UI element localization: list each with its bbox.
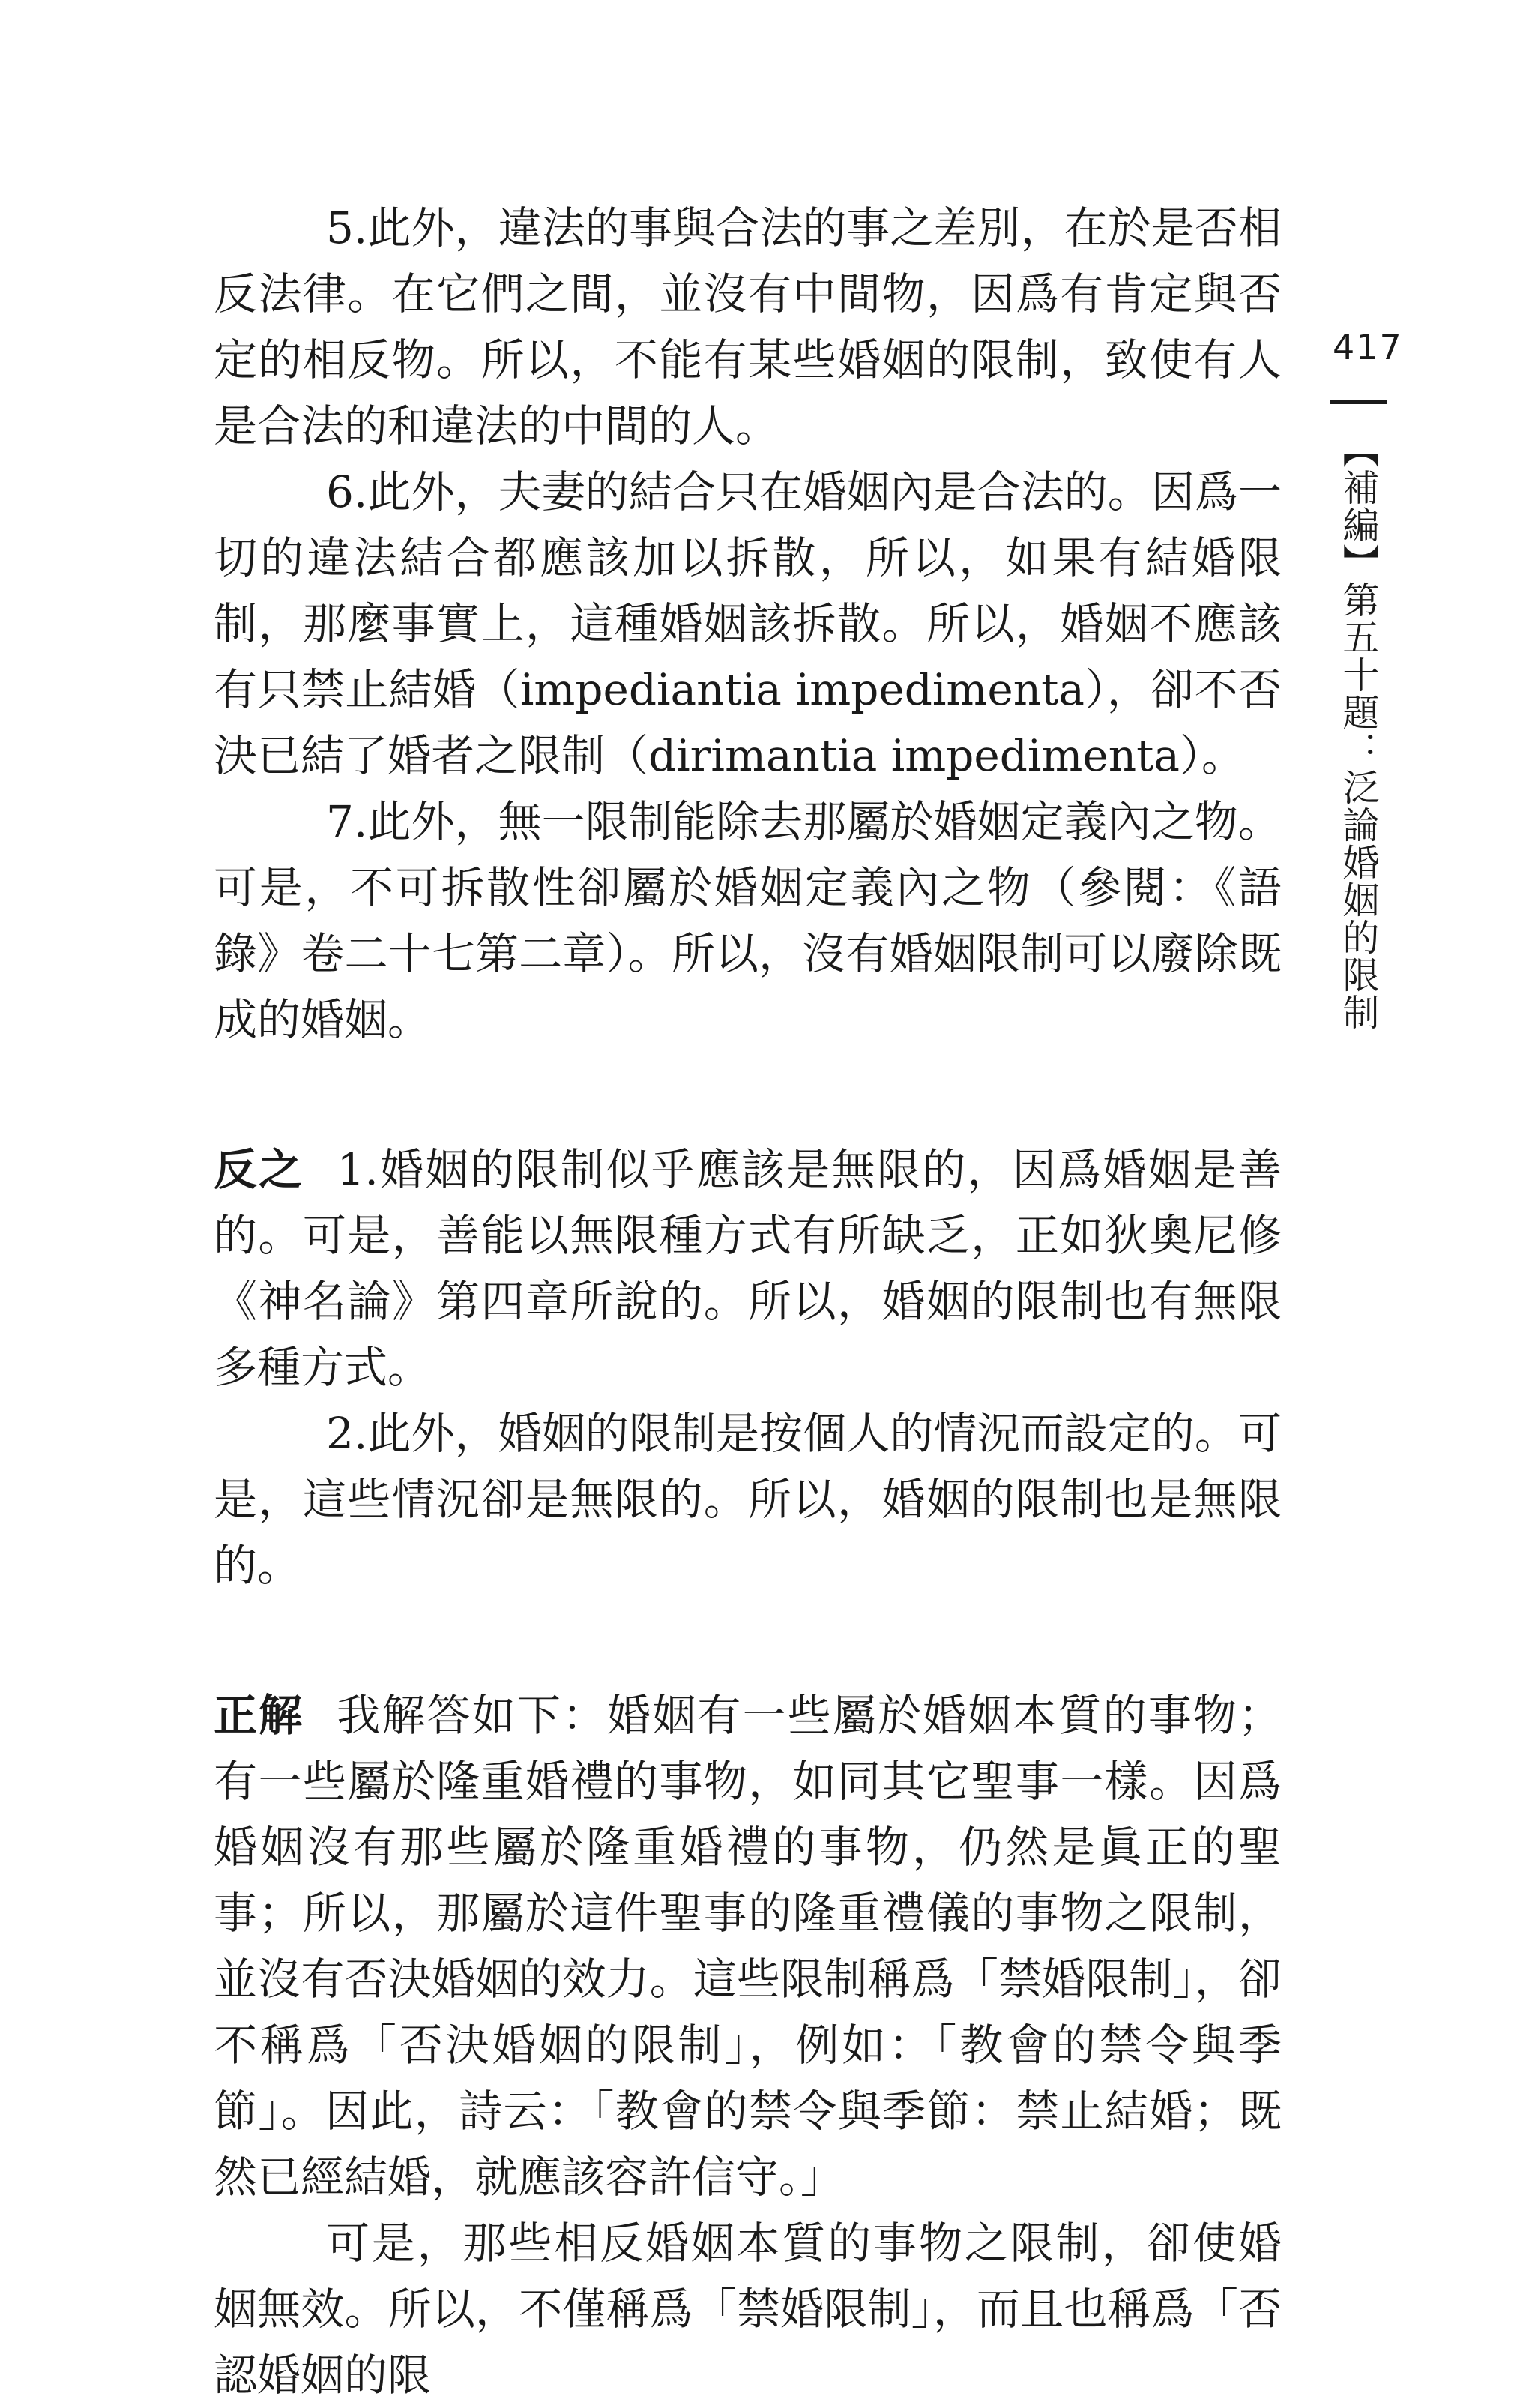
- paragraph-objection-6: 6.此外，夫妻的結合只在婚姻內是合法的。因爲一切的違法結合都應該加以拆散，所以，如果有結婚限制，那麼事實上，這種婚姻該拆散。所以，婚姻不應該有只禁止結婚（impediantia impedimenta），卻不否決已結了婚者之限制（dirimantia impedimenta）。: [214, 466, 1282, 781]
- section-spacer: [214, 1053, 1282, 1137]
- paragraph-sed-contra-2: 2.此外，婚姻的限制是按個人的情況而設定的。可是，這些情況卻是無限的。所以，婚姻的限制也是無限的。: [214, 1408, 1282, 1591]
- page-number-rule: [1330, 400, 1387, 404]
- section-spacer: [214, 1598, 1282, 1682]
- paragraph-respondeo-1: [214, 1682, 1282, 2210]
- respondeo-1-text: 我解答如下：婚姻有一些屬於婚姻本質的事物；有一些屬於隆重婚禮的事物，如同其它聖事一樣。因爲婚姻沒有那些屬於隆重婚禮的事物，仍然是眞正的聖事；所以，那屬於這件聖事的隆重禮儀的事物之限制，並沒有否決婚姻的效力。這些限制稱爲「禁婚限制」，卻不稱爲「否決婚姻的限制」，例如：「教會的禁令與季節」。因此，詩云：「教會的禁令與季節：禁止結婚；既然已經結婚，就應該容許信守。」: [214, 1690, 1282, 2203]
- sed-contra-heading: 反之: [214, 1144, 304, 1195]
- running-head: 【補編】第五十題：泛論婚姻的限制: [1337, 431, 1380, 1031]
- paragraph-respondeo-2: 可是，那些相反婚姻本質的事物之限制，卻使婚姻無效。所以，不僅稱爲「禁婚限制」，而且也稱爲「否認婚姻的限: [214, 2218, 1282, 2401]
- page-number: 417: [1333, 327, 1403, 367]
- respondeo-heading: 正解: [214, 1690, 304, 1741]
- paragraph-objection-5: 5.此外，違法的事與合法的事之差別，在於是否相反法律。在它們之間，並沒有中間物，因爲有肯定與否定的相反物。所以，不能有某些婚姻的限制，致使有人是合法的和違法的中間的人。: [214, 202, 1282, 451]
- body-text: [214, 195, 1282, 2408]
- paragraph-sed-contra-1: [214, 1137, 1282, 1400]
- sed-contra-1-text: 1.婚姻的限制似乎應該是無限的，因爲婚姻是善的。可是，善能以無限種方式有所缺乏，正如狄奧尼修《神名論》第四章所說的。所以，婚姻的限制也有無限多種方式。: [214, 1144, 1282, 1393]
- paragraph-objection-7: 7.此外，無一限制能除去那屬於婚姻定義內之物。可是，不可拆散性卻屬於婚姻定義內之物（參閱：《語錄》卷二十七第二章）。所以，沒有婚姻限制可以廢除既成的婚姻。: [214, 796, 1282, 1045]
